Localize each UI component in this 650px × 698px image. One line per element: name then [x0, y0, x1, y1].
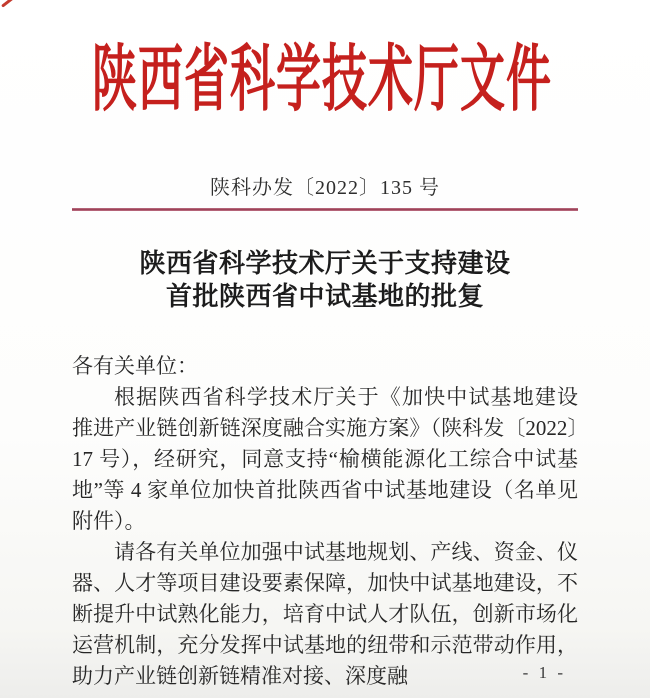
corner-pen-mark — [1, 0, 15, 8]
salutation: 各有关单位： — [72, 354, 198, 378]
document-title — [0, 247, 650, 313]
body-paragraph-1: 根据陕西省科学技术厅关于《加快中试基地建设 推进产业链创新链深度融合实施方案》（陕科发〔2022〕17 号），经研究，同意支持“榆横能源化工综合中试基地”等 4 家单位加快首批陕西省中试基地建设（名单见附件）。 — [72, 385, 578, 533]
document-number: 陕科办发〔2022〕135 号 — [210, 177, 440, 199]
document-body — [72, 351, 578, 692]
document-title-line1: 陕西省科学技术厅关于支持建设 — [139, 249, 511, 278]
red-divider-line — [72, 208, 578, 211]
page-number: - 1 - — [522, 663, 566, 682]
body-paragraph-2: 请各有关单位加强中试基地规划、产线、资金、仪器、人才等项目建设要素保障，加快中试基地建设，不断提升中试熟化能力，培育中试人才队伍，创新市场化运营机制，充分发挥中试基地的纽带和示范带动作用，助力产业链创新链精准对接、深度融 — [72, 540, 578, 688]
document-title-line2: 首批陕西省中试基地的批复 — [165, 282, 484, 311]
letterhead-title: 陕西省科学技术厅文件 — [91, 39, 552, 121]
